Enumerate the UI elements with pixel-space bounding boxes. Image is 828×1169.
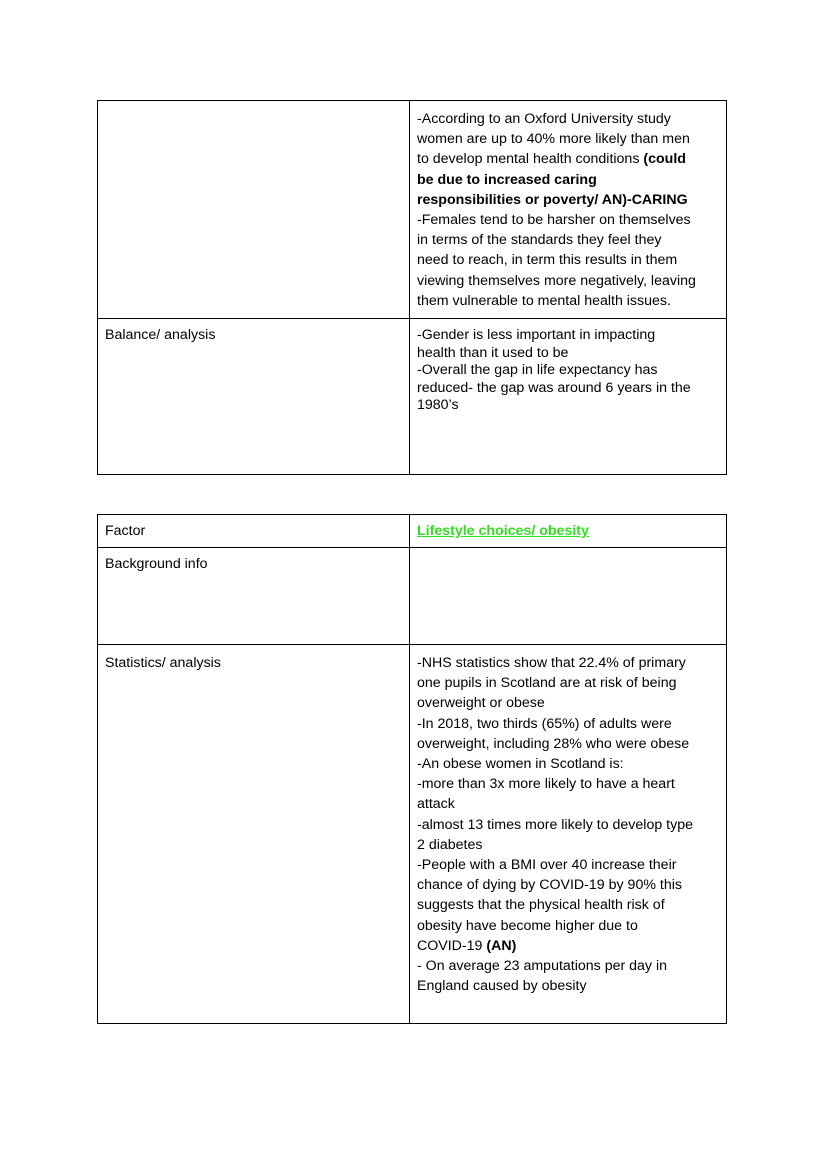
bold-text: responsibilities or poverty/ AN)-CARING [417,191,688,208]
table1-row2-right-cell [410,319,727,475]
text-run: England caused by obesity [417,978,587,995]
text-line [417,774,718,794]
text-line [417,734,718,754]
text-line [417,956,718,976]
table2-row1-right-cell [410,515,727,548]
text-line [417,271,718,291]
table1-row1-left-text [98,101,409,109]
lifestyle-factor-table [97,514,727,1024]
gender-factor-table [97,100,727,475]
text-line [417,916,718,936]
text-run: -almost 13 times more likely to develop type [417,816,693,833]
table-row [98,319,727,475]
text-run: viewing themselves more negatively, leaving [417,272,696,289]
factor-value-wrapper [410,515,726,541]
bold-text: (could [643,151,686,168]
text-run: - On average 23 amputations per day in [417,958,668,975]
text-run: -In 2018, two thirds (65%) of adults were [417,715,672,732]
text-run: chance of dying by COVID-19 by 90% this [417,877,682,894]
text-line [417,693,718,713]
statistics-analysis-text [410,645,726,996]
text-line [417,230,718,250]
text-run: -An obese women in Scotland is: [417,756,624,773]
text-run: COVID-19 [417,937,487,954]
background-info-text [410,548,726,556]
bold-text: be due to increased caring [417,171,597,188]
text-line [417,170,718,190]
text-run: -NHS statistics show that 22.4% of primary [417,655,686,671]
text-run: -Females tend to be harsher on themselves [417,212,691,229]
balance-analysis-text [410,319,726,415]
bold-text: (AN) [486,937,517,954]
text-line [417,291,718,311]
text-run: -more than 3x more likely to have a heart [417,776,675,793]
table-row [98,101,727,319]
table-row [98,548,727,645]
text-line [417,936,718,956]
text-run: them vulnerable to mental health issues. [417,292,671,309]
text-line [417,815,718,835]
text-line [417,210,718,230]
text-run: obesity have become higher due to [417,917,638,934]
table1-row1-right-cell [410,101,727,319]
factor-label: Factor [105,523,146,539]
background-info-label: Background info [105,556,208,572]
text-line [417,976,718,996]
text-line [417,653,718,673]
text-line [417,714,718,734]
table-row [98,645,727,1024]
table1-row1-left-cell [98,101,410,319]
text-run: -People with a BMI over 40 increase their [417,857,677,874]
text-line [417,673,718,693]
text-line: -Overall the gap in life expectancy has [417,362,658,378]
text-line [417,250,718,270]
text-line [417,754,718,774]
text-line [417,895,718,915]
text-line [417,855,718,875]
text-run: one pupils in Scotland are at risk of being [417,675,677,692]
table2-row1-left-cell [98,515,410,548]
statistics-analysis-label: Statistics/ analysis [105,655,221,671]
study-findings-text [410,101,726,311]
table2-row2-left-cell [98,548,410,645]
text-run: suggests that the physical health risk of [417,897,665,914]
text-run: attack [417,796,455,813]
text-line [417,794,718,814]
text-run: women are up to 40% more likely than men [417,131,690,148]
text-line [417,835,718,855]
table2-row2-right-cell [410,548,727,645]
text-run: -According to an Oxford University study [417,111,671,127]
table-row [98,515,727,548]
text-run: in terms of the standards they feel they [417,232,662,249]
text-run: need to reach, in term this results in them [417,252,678,269]
text-line: health than it used to be [417,344,569,361]
text-run: 2 diabetes [417,836,483,853]
text-run: overweight or obese [417,695,545,712]
table2-row3-left-cell [98,645,410,1024]
table2-row3-right-cell [410,645,727,1024]
text-line [417,190,718,210]
text-line [417,129,718,149]
text-run: overweight, including 28% who were obese [417,735,690,752]
balance-analysis-label: Balance/ analysis [105,327,216,343]
text-run: to develop mental health conditions [417,151,644,168]
text-line: 1980’s [417,397,459,413]
text-line [417,875,718,895]
factor-title-link[interactable]: Lifestyle choices/ obesity [417,523,589,539]
text-line: reduced- the gap was around 6 years in the [417,379,691,396]
table1-row2-left-cell [98,319,410,475]
text-line [417,149,718,169]
text-line: -Gender is less important in impacting [417,327,656,343]
text-line [417,109,718,129]
